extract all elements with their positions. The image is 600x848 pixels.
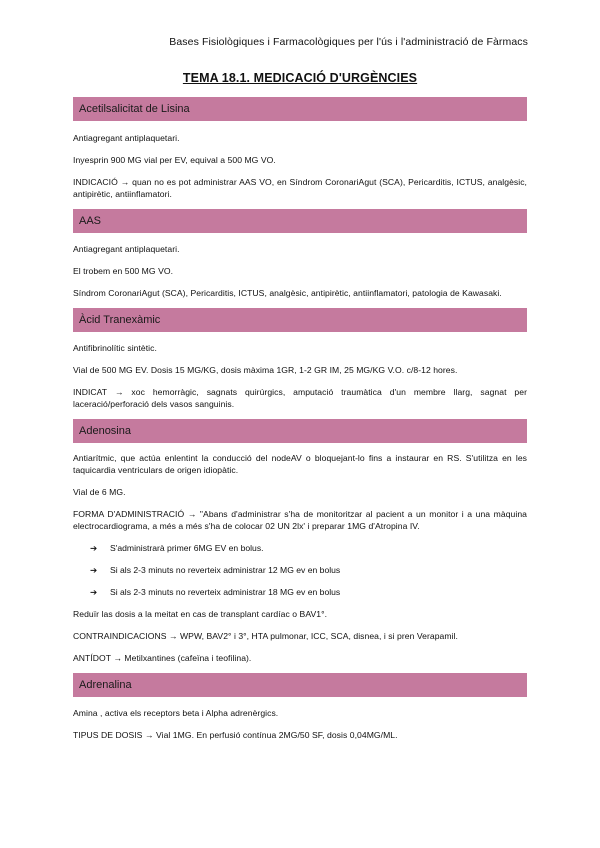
- document-body: [73, 97, 527, 741]
- list-item-text: Si als 2-3 minuts no reverteix administrar 18 MG ev en bolus: [110, 587, 341, 597]
- paragraph: Antifibrinolític sintètic.: [73, 343, 157, 353]
- paragraph: Reduïr las dosis a la meitat en cas de transplant cardíac o BAV1°.: [73, 609, 328, 619]
- arrow-right-icon: ➔: [90, 587, 98, 597]
- paragraph: Vial de 500 MG EV. Dosis 15 MG/KG, dosis màxima 1GR, 1-2 GR IM, 25 MG/KG V.O. c/8-12 hores.: [73, 365, 458, 375]
- paragraph: Antiarítmic, que actúa enlentint la conducció del nodeAV o bloquejant-lo fins a instaurar en RS. S'utilitza en les taquicardia ventriculars de origen idiopàtic.: [73, 453, 527, 475]
- paragraph: Antiagregant antiplaquetari.: [73, 133, 180, 143]
- list-item-text: S'administrarà primer 6MG EV en bolus.: [110, 543, 264, 553]
- paragraph: ANTÍDOT → Metilxantines (cafeïna i teofilina).: [73, 653, 252, 663]
- paragraph: INDICAT → xoc hemorràgic, sagnats quirúrgics, amputació traumàtica d'un membre llarg, sagnat per laceració/perforació dels vasos sanguinis.: [73, 387, 527, 409]
- paragraph: CONTRAINDICACIONS → WPW, BAV2° i 3°, HTA pulmonar, ICC, SCA, disnea, i si pren Verapamil.: [73, 631, 458, 641]
- list-item: [73, 564, 527, 576]
- paragraph: FORMA D'ADMINISTRACIÓ → "Abans d'administrar s'ha de monitoritzar al pacient a un monitor i a una màquina electrocardiograma, a més a més s'ha de colocar 02 UN 2lx' i preparar 1MG d'Atropina IV.: [73, 509, 527, 531]
- paragraph: INDICACIÓ → quan no es pot administrar AAS VO, en Síndrom CoronariAgut (SCA), Pericarditis, ICTUS, analgèsic, antipirètic, antiinflamatori.: [73, 177, 527, 199]
- paragraph: Inyesprin 900 MG vial per EV, equival a 500 MG VO.: [73, 155, 276, 165]
- paragraph: Antiagregant antiplaquetari.: [73, 244, 180, 254]
- section-adenosina: [73, 419, 527, 664]
- section-heading: Adenosina: [73, 419, 527, 443]
- paragraph: El trobem en 500 MG VO.: [73, 266, 174, 276]
- arrow-right-icon: ➔: [90, 565, 98, 575]
- section-adrenalina: [73, 673, 527, 741]
- section-acid-tranexamic: [73, 308, 527, 410]
- paragraph: Vial de 6 MG.: [73, 487, 126, 497]
- list-item: [73, 586, 527, 598]
- section-aas: [73, 209, 527, 299]
- paragraph: Síndrom CoronariAgut (SCA), Pericarditis, ICTUS, analgèsic, antipirètic, antiinflamatori, patologia de Kawasaki.: [73, 288, 502, 298]
- page-header: Bases Fisiològiques i Farmacològiques per l'ús i l'administració de Fàrmacs: [169, 36, 528, 48]
- section-acetilsalicitat: [73, 97, 527, 200]
- section-heading: AAS: [73, 209, 527, 233]
- section-heading: Adrenalina: [73, 673, 527, 697]
- list-item-text: Si als 2-3 minuts no reverteix administrar 12 MG ev en bolus: [110, 565, 341, 575]
- arrow-right-icon: ➔: [90, 543, 98, 553]
- page-title: TEMA 18.1. MEDICACIÓ D'URGÈNCIES: [182, 71, 418, 85]
- section-heading: Acetilsalicitat de Lisina: [73, 97, 527, 121]
- paragraph: Amina , activa els receptors beta i Alpha adrenèrgics.: [73, 708, 279, 718]
- section-heading: Àcid Tranexàmic: [73, 308, 527, 332]
- paragraph: TIPUS DE DOSIS → Vial 1MG. En perfusió contínua 2MG/50 SF, dosis 0,04MG/ML.: [73, 730, 398, 740]
- list-item: [73, 542, 527, 554]
